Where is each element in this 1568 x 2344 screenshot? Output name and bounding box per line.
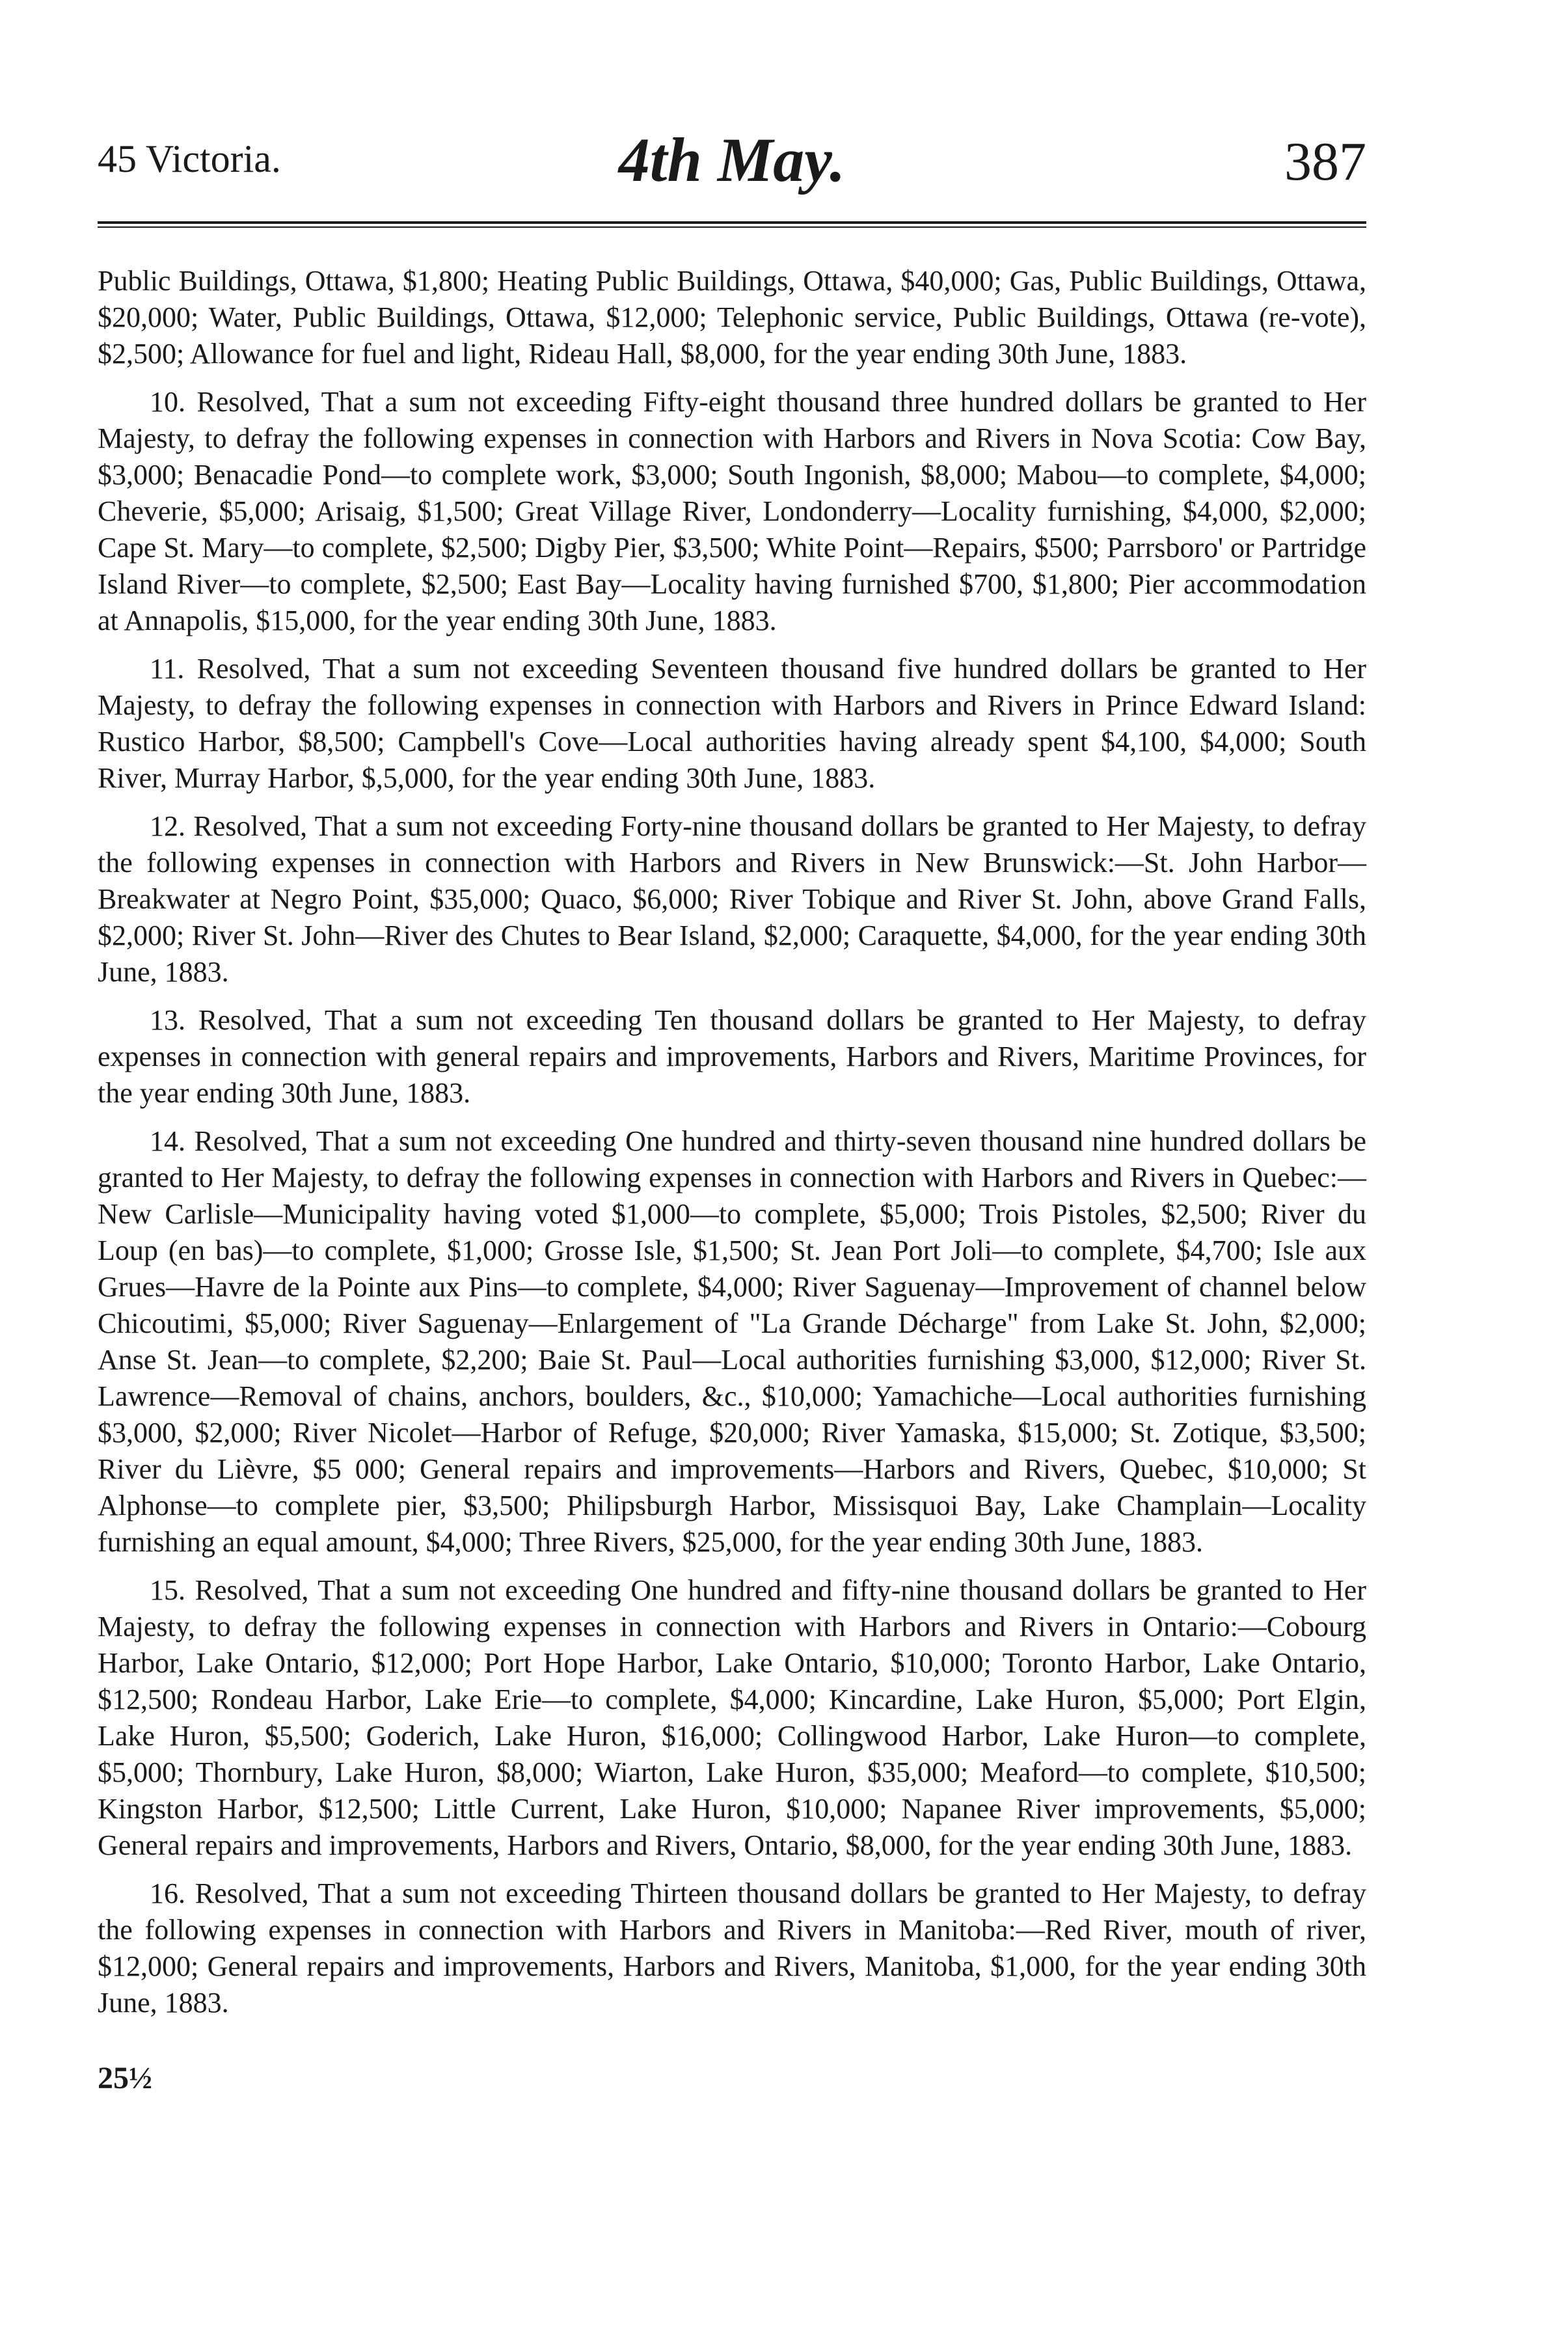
body-text	[98, 263, 1366, 2021]
resolution-16: 16. Resolved, That a sum not exceeding Thirteen thousand dollars be granted to Her Majesty, to defray the following expenses in connection with Harbors and Rivers in Manitoba:—Red River, mouth of river, $12,000; General repairs and improvements, Harbors and Rivers, Manitoba, $1,000, for the year ending 30th June, 1883.	[98, 1877, 1366, 2019]
page-header	[98, 111, 1366, 208]
resolution-11: 11. Resolved, That a sum not exceeding Seventeen thousand five hundred dollars be granted to Her Majesty, to defray the following expenses in connection with Harbors and Rivers in Prince Edward Island: Rustico Harbor, $8,500; Campbell's Cove—Local authorities having already spent $4,100, $4,000; South River, Murray Harbor, $,5,000, for the year ending 30th June, 1883.	[98, 653, 1366, 794]
page-number: 387	[1284, 131, 1366, 192]
date-heading: 4th May.	[618, 125, 846, 195]
resolution-10: 10. Resolved, That a sum not exceeding Fifty-eight thousand three hundred dollars be granted to Her Majesty, to defray the following expenses in connection with Harbors and Rivers in Nova Scotia: Cow Bay, $3,000; Benacadie Pond—to complete work, $3,000; South Ingonish, $8,000; Mabou—to complete, $4,000; Cheverie, $5,000; Arisaig, $1,500; Great Village River, Londonderry—Locality furnishing, $4,000, $2,000; Cape St. Mary—to complete, $2,500; Digby Pier, $3,500; White Point—Repairs, $500; Parrsboro' or Partridge Island River—to complete, $2,500; East Bay—Locality having furnished $700, $1,800; Pier accommodation at Annapolis, $15,000, for the year ending 30th June, 1883.	[98, 386, 1366, 636]
resolution-14: 14. Resolved, That a sum not exceeding One hundred and thirty-seven thousand nine hundred dollars be granted to Her Majesty, to defray the following expenses in connection with Harbors and Rivers in Quebec:—New Carlisle—Municipality having voted $1,000—to complete, $5,000; Trois Pistoles, $2,500; River du Loup (en bas)—to complete, $1,000; Grosse Isle, $1,500; St. Jean Port Joli—to complete, $4,700; Isle aux Grues—Havre de la Pointe aux Pins—to complete, $4,000; River Saguenay—Improvement of channel below Chicoutimi, $5,000; River Saguenay—Enlargement of "La Grande Décharge" from Lake St. John, $2,000; Anse St. Jean—to complete, $2,200; Baie St. Paul—Local authorities furnishing $3,000, $12,000; River St. Lawrence—Removal of chains, anchors, boulders, &c., $10,000; Yamachiche—Local authorities furnishing $3,000, $2,000; River Nicolet—Harbor of Refuge, $20,000; River Yamaska, $15,000; St. Zotique, $3,500; River du Lièvre, $5 000; General repairs and improvements—Harbors and Rivers, Quebec, $10,000; St Alphonse—to complete pier, $3,500; Philipsburgh Harbor, Missisquoi Bay, Lake Champlain—Locality furnishing an equal amount, $4,000; Three Rivers, $25,000, for the year ending 30th June, 1883.	[98, 1125, 1366, 1558]
resolution-13: 13. Resolved, That a sum not exceeding Ten thousand dollars be granted to Her Majesty, to defray expenses in connection with general repairs and improvements, Harbors and Rivers, Maritime Provinces, for the year ending 30th June, 1883.	[98, 1004, 1366, 1109]
signature-mark: 25½	[98, 2061, 152, 2095]
paragraph-continuation: Public Buildings, Ottawa, $1,800; Heating Public Buildings, Ottawa, $40,000; Gas, Public Buildings, Ottawa, $20,000; Water, Public Buildings, Ottawa, $12,000; Telephonic service, Public Buildings, Ottawa (re-vote), $2,500; Allowance for fuel and light, Rideau Hall, $8,000, for the year ending 30th June, 1883.	[98, 265, 1366, 370]
header-rule	[98, 221, 1366, 224]
resolution-12: 12. Resolved, That a sum not exceeding Forty-nine thousand dollars be granted to Her Majesty, to defray the following expenses in connection with Harbors and Rivers in New Brunswick:—St. John Harbor—Breakwater at Negro Point, $35,000; Quaco, $6,000; River Tobique and River St. John, above Grand Falls, $2,000; River St. John—River des Chutes to Bear Island, $2,000; Caraquette, $4,000, for the year ending 30th June, 1883.	[98, 810, 1366, 988]
resolution-15: 15. Resolved, That a sum not exceeding One hundred and fifty-nine thousand dollars be granted to Her Majesty, to defray the following expenses in connection with Harbors and Rivers in Ontario:—Cobourg Harbor, Lake Ontario, $12,000; Port Hope Harbor, Lake Ontario, $10,000; Toronto Harbor, Lake Ontario, $12,500; Rondeau Harbor, Lake Erie—to complete, $4,000; Kincardine, Lake Huron, $5,000; Port Elgin, Lake Huron, $5,500; Goderich, Lake Huron, $16,000; Collingwood Harbor, Lake Huron—to complete, $5,000; Thornbury, Lake Huron, $8,000; Wiarton, Lake Huron, $35,000; Meaford—to complete, $10,500; Kingston Harbor, $12,500; Little Current, Lake Huron, $10,000; Napanee River improvements, $5,000; General repairs and improvements, Harbors and Rivers, Ontario, $8,000, for the year ending 30th June, 1883.	[98, 1574, 1366, 1861]
session-label: 45 Victoria.	[98, 137, 281, 180]
document-page	[98, 111, 1366, 2096]
